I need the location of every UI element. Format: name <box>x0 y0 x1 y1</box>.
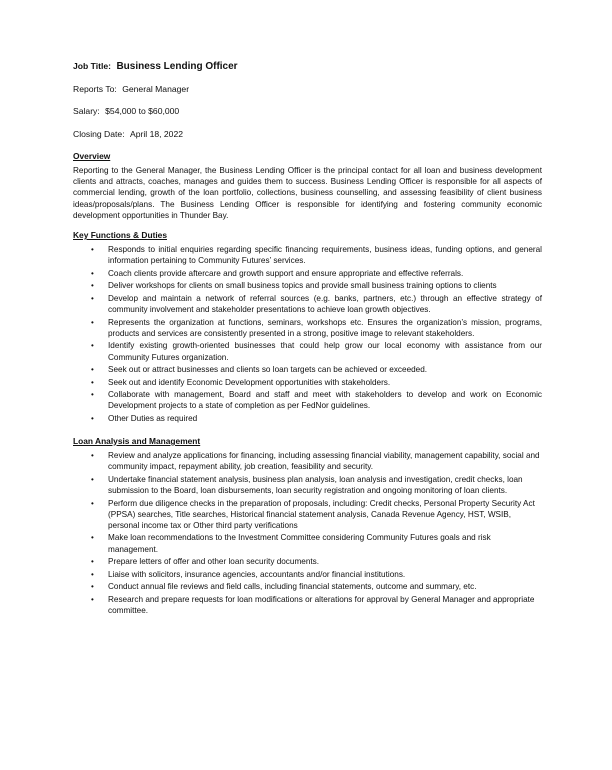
list-item: • Identify existing growth-oriented businesses that could help grow our local economy with assistance from our Community Futures organization. <box>73 340 542 362</box>
key-functions-heading: Key Functions & Duties <box>73 230 167 241</box>
job-title-value: Business Lending Officer <box>116 61 238 72</box>
list-item: • Other Duties as required <box>73 413 542 424</box>
list-item: • Coach clients provide aftercare and growth support and ensure appropriate and effective referrals. <box>73 268 542 279</box>
key-functions-list <box>73 244 542 424</box>
loan-analysis-list <box>73 450 542 616</box>
list-item: • Seek out or attract businesses and clients so loan targets can be achieved or exceeded. <box>73 364 542 375</box>
list-item: • Review and analyze applications for financing, including assessing financial viability, management capability, social and community impact, repayment ability, job creation, feasibility and security. <box>73 450 542 472</box>
loan-analysis-heading: Loan Analysis and Management <box>73 435 201 446</box>
list-item: • Conduct annual file reviews and field calls, including financial statements, outcome and summary, etc. <box>73 581 542 592</box>
list-item: • Responds to initial enquiries regarding specific financing requirements, business ideas, funding options, and general information pertaining to Community Futures’ services. <box>73 244 542 266</box>
reports-to-value: General Manager <box>122 84 190 95</box>
overview-paragraph: Reporting to the General Manager, the Business Lending Officer is the principal contact for all loan and business development clients and attracts, coaches, manages and guides them to success. Business Lending Officer is responsible for all aspects of commercial lending, growth of the loan portfolio, collections, business counselling, and assessing feasibility of client business ideas/proposals/plans. The Business Lending Officer is responsible for identifying and fostering community economic development opportunities in Thunder Bay. <box>73 166 542 220</box>
list-item: • Represents the organization at functions, seminars, workshops etc. Ensures the organization’s mission, programs, products and services are consistently presented in a strong, positive image to relevant stakeholders. <box>73 317 542 339</box>
salary-line <box>73 106 542 117</box>
overview-heading: Overview <box>73 150 111 161</box>
list-item: • Make loan recommendations to the Investment Committee considering Community Futures goals and risk management. <box>73 532 542 554</box>
closing-date-value: April 18, 2022 <box>129 128 184 139</box>
reports-to-line <box>73 84 542 95</box>
closing-date-label: Closing Date: <box>73 128 125 139</box>
list-item: • Research and prepare requests for loan modifications or alterations for approval by General Manager and appropriate committee. <box>73 594 542 616</box>
list-item: • Collaborate with management, Board and staff and meet with stakeholders to develop and work on Economic Development projects to a state of completion as per FedNor guidelines. <box>73 389 542 411</box>
list-item: • Seek out and identify Economic Development opportunities with stakeholders. <box>73 377 542 388</box>
reports-to-label: Reports To: <box>73 84 117 95</box>
job-title-label: Job Title: <box>73 61 112 71</box>
list-item: • Prepare letters of offer and other loan security documents. <box>73 556 542 567</box>
list-item: • Perform due diligence checks in the preparation of proposals, including: Credit checks, Personal Property Security Act (PPSA) searches, Title searches, Historical financial statement analysis, Canada Revenue Agency, HST, WSIB, personal income tax or Other third party verifications <box>73 498 542 532</box>
list-item: • Undertake financial statement analysis, business plan analysis, loan analysis and investigation, credit checks, loan submission to the Board, loan disbursements, loan security registration and ongoing monitoring of loan clients. <box>73 474 542 496</box>
list-item: • Develop and maintain a network of referral sources (e.g. banks, partners, etc.) through an effective strategy of community involvement and stakeholder presentations to achieve loan growth objectives. <box>73 293 542 315</box>
closing-date-line <box>73 129 542 140</box>
job-title-line <box>73 61 542 72</box>
list-item: • Deliver workshops for clients on small business topics and provide small business training options to clients <box>73 280 542 291</box>
salary-value: $54,000 to $60,000 <box>105 106 180 117</box>
salary-label: Salary: <box>73 106 100 117</box>
list-item: • Liaise with solicitors, insurance agencies, accountants and/or financial institutions. <box>73 569 542 580</box>
